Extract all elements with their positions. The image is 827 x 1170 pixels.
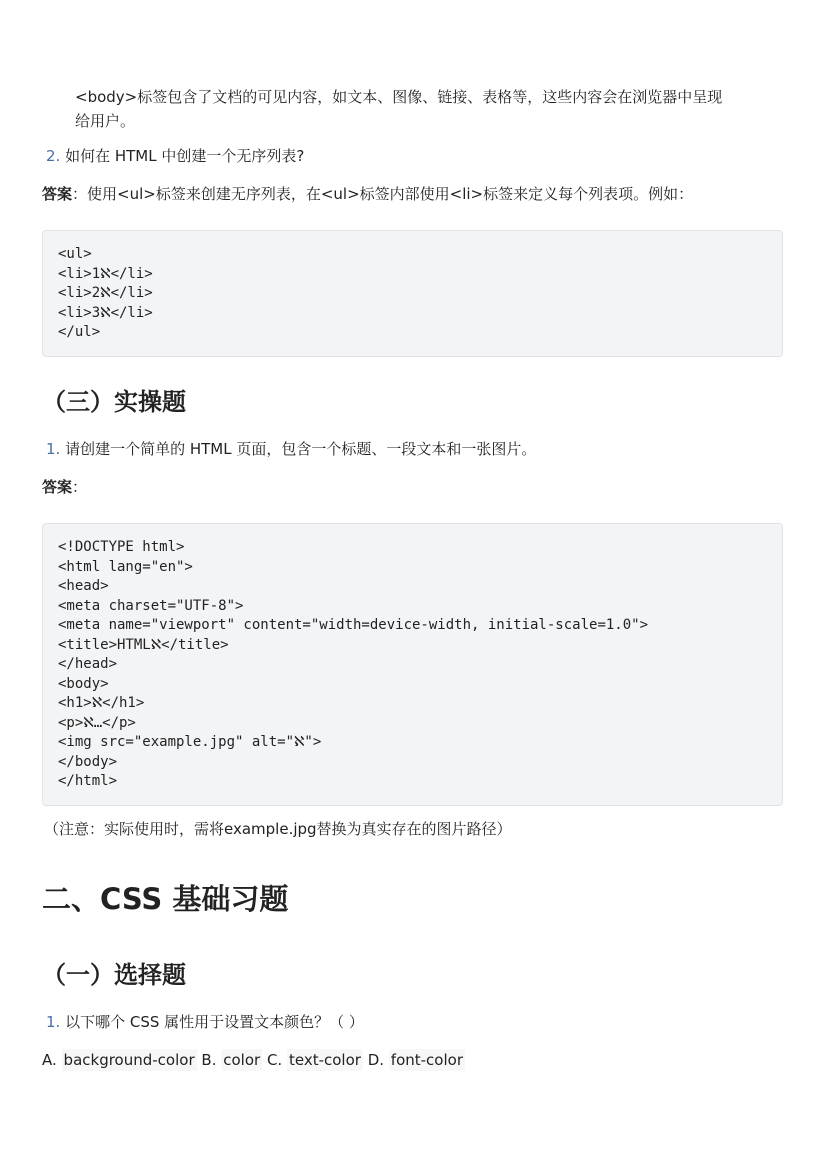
code-block-html-page (42, 523, 783, 806)
note-text: （注意：实际使用时，需将example.jpg替换为真实存在的图片路径） (44, 820, 512, 838)
code-content (43, 524, 782, 806)
code-line: <title>HTMLℵ</title> (58, 636, 229, 653)
code-line: </html> (58, 773, 118, 789)
code-line: </head> (58, 656, 118, 672)
code-line: <ul> (58, 246, 92, 262)
code-line: <li>2ℵ</li> (58, 285, 153, 301)
question-number: 1. (46, 1013, 61, 1031)
option-d: font-color (390, 1051, 463, 1069)
answer-label: 答案 (42, 185, 73, 203)
section-heading-practice: （三）实操题 (42, 388, 186, 416)
option-d-prefix: D. (367, 1051, 389, 1069)
code-line: <head> (58, 578, 109, 594)
code-line: <img src="example.jpg" alt="ℵ"> (58, 734, 322, 750)
answer-label: 答案 (42, 478, 73, 496)
code-line: <h1>ℵ</h1> (58, 695, 145, 711)
code-line: <body> (58, 675, 109, 692)
answer-colon: ： (72, 478, 88, 496)
code-content (43, 231, 782, 357)
code-line: </ul> (58, 324, 101, 340)
code-line: <!DOCTYPE html> (58, 539, 185, 555)
code-line: <meta name="viewport" content="width=device-width, initial-scale=1.0"> (58, 617, 649, 633)
question-text: 以下哪个 CSS 属性用于设置文本颜色？（ ） (65, 1013, 364, 1031)
question-text: 请创建一个简单的 HTML 页面，包含一个标题、一段文本和一张图片。 (65, 440, 537, 458)
answer-options (42, 1049, 465, 1071)
section-heading-choice: （一）选择题 (42, 961, 186, 989)
code-line: <meta charset="UTF-8"> (58, 597, 244, 614)
body-description-line-2: 给用户。 (75, 112, 136, 130)
code-line: <html lang="en"> (58, 558, 193, 575)
code-line: <li>3ℵ</li> (58, 304, 153, 321)
answer-text: ：使用<ul>标签来创建无序列表，在<ul>标签内部使用<li>标签来定义每个列表项。例如： (72, 185, 694, 203)
question-2 (46, 145, 304, 167)
code-line: <li>1ℵ</li> (58, 265, 153, 282)
css-question-1 (46, 1011, 364, 1033)
question-number: 2. (46, 147, 61, 165)
question-number: 1. (46, 440, 61, 458)
option-a: background-color (63, 1051, 195, 1069)
answer-paragraph (42, 183, 693, 205)
option-b-prefix: B. (201, 1051, 222, 1069)
option-b: color (223, 1051, 261, 1069)
answer-paragraph-2 (42, 476, 87, 498)
body-description-line-1: <body>标签包含了文档的可见内容，如文本、图像、链接、表格等，这些内容会在浏览器中呈现 (75, 88, 723, 106)
option-c-prefix: C. (266, 1051, 287, 1069)
code-line: <p>ℵ…</p> (58, 714, 136, 731)
option-a-prefix: A. (42, 1051, 62, 1069)
chapter-heading-css: 二、CSS 基础习题 (42, 882, 289, 916)
question-text: 如何在 HTML 中创建一个无序列表? (65, 147, 305, 165)
code-block-ul (42, 230, 783, 357)
option-c: text-color (288, 1051, 361, 1069)
practice-question-1 (46, 438, 536, 460)
code-line: </body> (58, 753, 118, 770)
